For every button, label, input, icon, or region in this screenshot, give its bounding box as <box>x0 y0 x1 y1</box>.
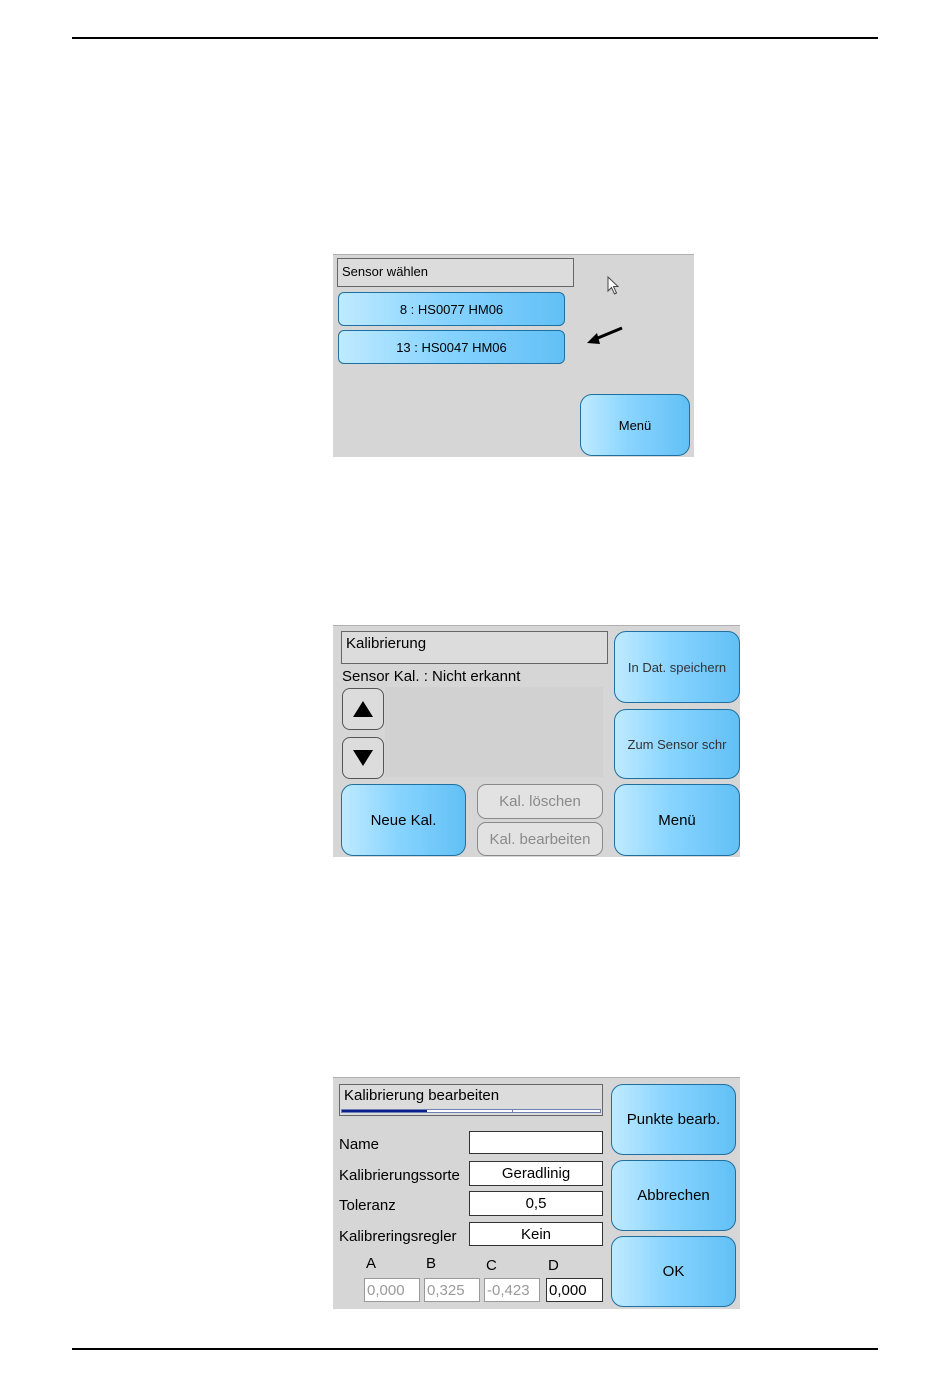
sensor-button-2[interactable]: 13 : HS0047 HM06 <box>338 330 565 364</box>
calibration-type-label: Kalibrierungssorte <box>339 1167 460 1184</box>
menu-button[interactable]: Menü <box>614 784 740 856</box>
sensor-button-1[interactable]: 8 : HS0077 HM06 <box>338 292 565 326</box>
delete-calibration-button[interactable]: Kal. löschen <box>477 784 603 819</box>
calibration-screen <box>333 625 740 857</box>
sensor-status: Sensor Kal. : Nicht erkannt <box>342 668 521 685</box>
write-to-sensor-button[interactable]: Zum Sensor schr <box>614 709 740 779</box>
screen-title: Sensor wählen <box>337 258 574 287</box>
tolerance-field[interactable]: 0,5 <box>469 1191 603 1216</box>
triangle-up-icon <box>352 700 374 718</box>
menu-button[interactable]: Menü <box>580 394 690 456</box>
edit-calibration-button[interactable]: Kal. bearbeiten <box>477 822 603 856</box>
ok-button[interactable]: OK <box>611 1236 736 1307</box>
coefficient-c-label: C <box>486 1257 497 1274</box>
cancel-button[interactable]: Abbrechen <box>611 1160 736 1231</box>
edit-points-button[interactable]: Punkte bearb. <box>611 1084 736 1155</box>
regulator-field[interactable]: Kein <box>469 1222 603 1246</box>
header-rule <box>72 37 878 39</box>
sensor-select-screen <box>333 254 694 457</box>
footer-rule <box>72 1348 878 1350</box>
coefficient-b-label: B <box>426 1255 437 1272</box>
pointer-arrow-icon <box>585 325 625 347</box>
scroll-down-button[interactable] <box>342 737 384 779</box>
edit-calibration-screen <box>333 1077 740 1309</box>
progress-fill <box>342 1110 427 1112</box>
coefficient-a-label: A <box>366 1255 377 1272</box>
tolerance-label: Toleranz <box>339 1197 396 1214</box>
coefficient-c-field: -0,423 <box>484 1278 540 1302</box>
triangle-down-icon <box>352 749 374 767</box>
coefficient-a-field: 0,000 <box>364 1278 420 1302</box>
regulator-label: Kalibreringsregler <box>339 1228 457 1245</box>
name-field[interactable] <box>469 1131 603 1154</box>
progress-bar <box>341 1109 601 1113</box>
calibration-type-field[interactable]: Geradlinig <box>469 1161 603 1186</box>
calibration-list[interactable] <box>385 687 603 777</box>
name-label: Name <box>339 1136 380 1153</box>
cursor-icon <box>607 276 621 296</box>
coefficient-d-field[interactable]: 0,000 <box>546 1278 603 1302</box>
save-to-file-button[interactable]: In Dat. speichern <box>614 631 740 703</box>
screen-title: Kalibrierung <box>341 631 608 664</box>
scroll-up-button[interactable] <box>342 688 384 730</box>
coefficient-d-label: D <box>548 1257 559 1274</box>
coefficient-b-field: 0,325 <box>424 1278 480 1302</box>
screen-title: Kalibrierung bearbeiten <box>339 1084 603 1116</box>
new-calibration-button[interactable]: Neue Kal. <box>341 784 466 856</box>
